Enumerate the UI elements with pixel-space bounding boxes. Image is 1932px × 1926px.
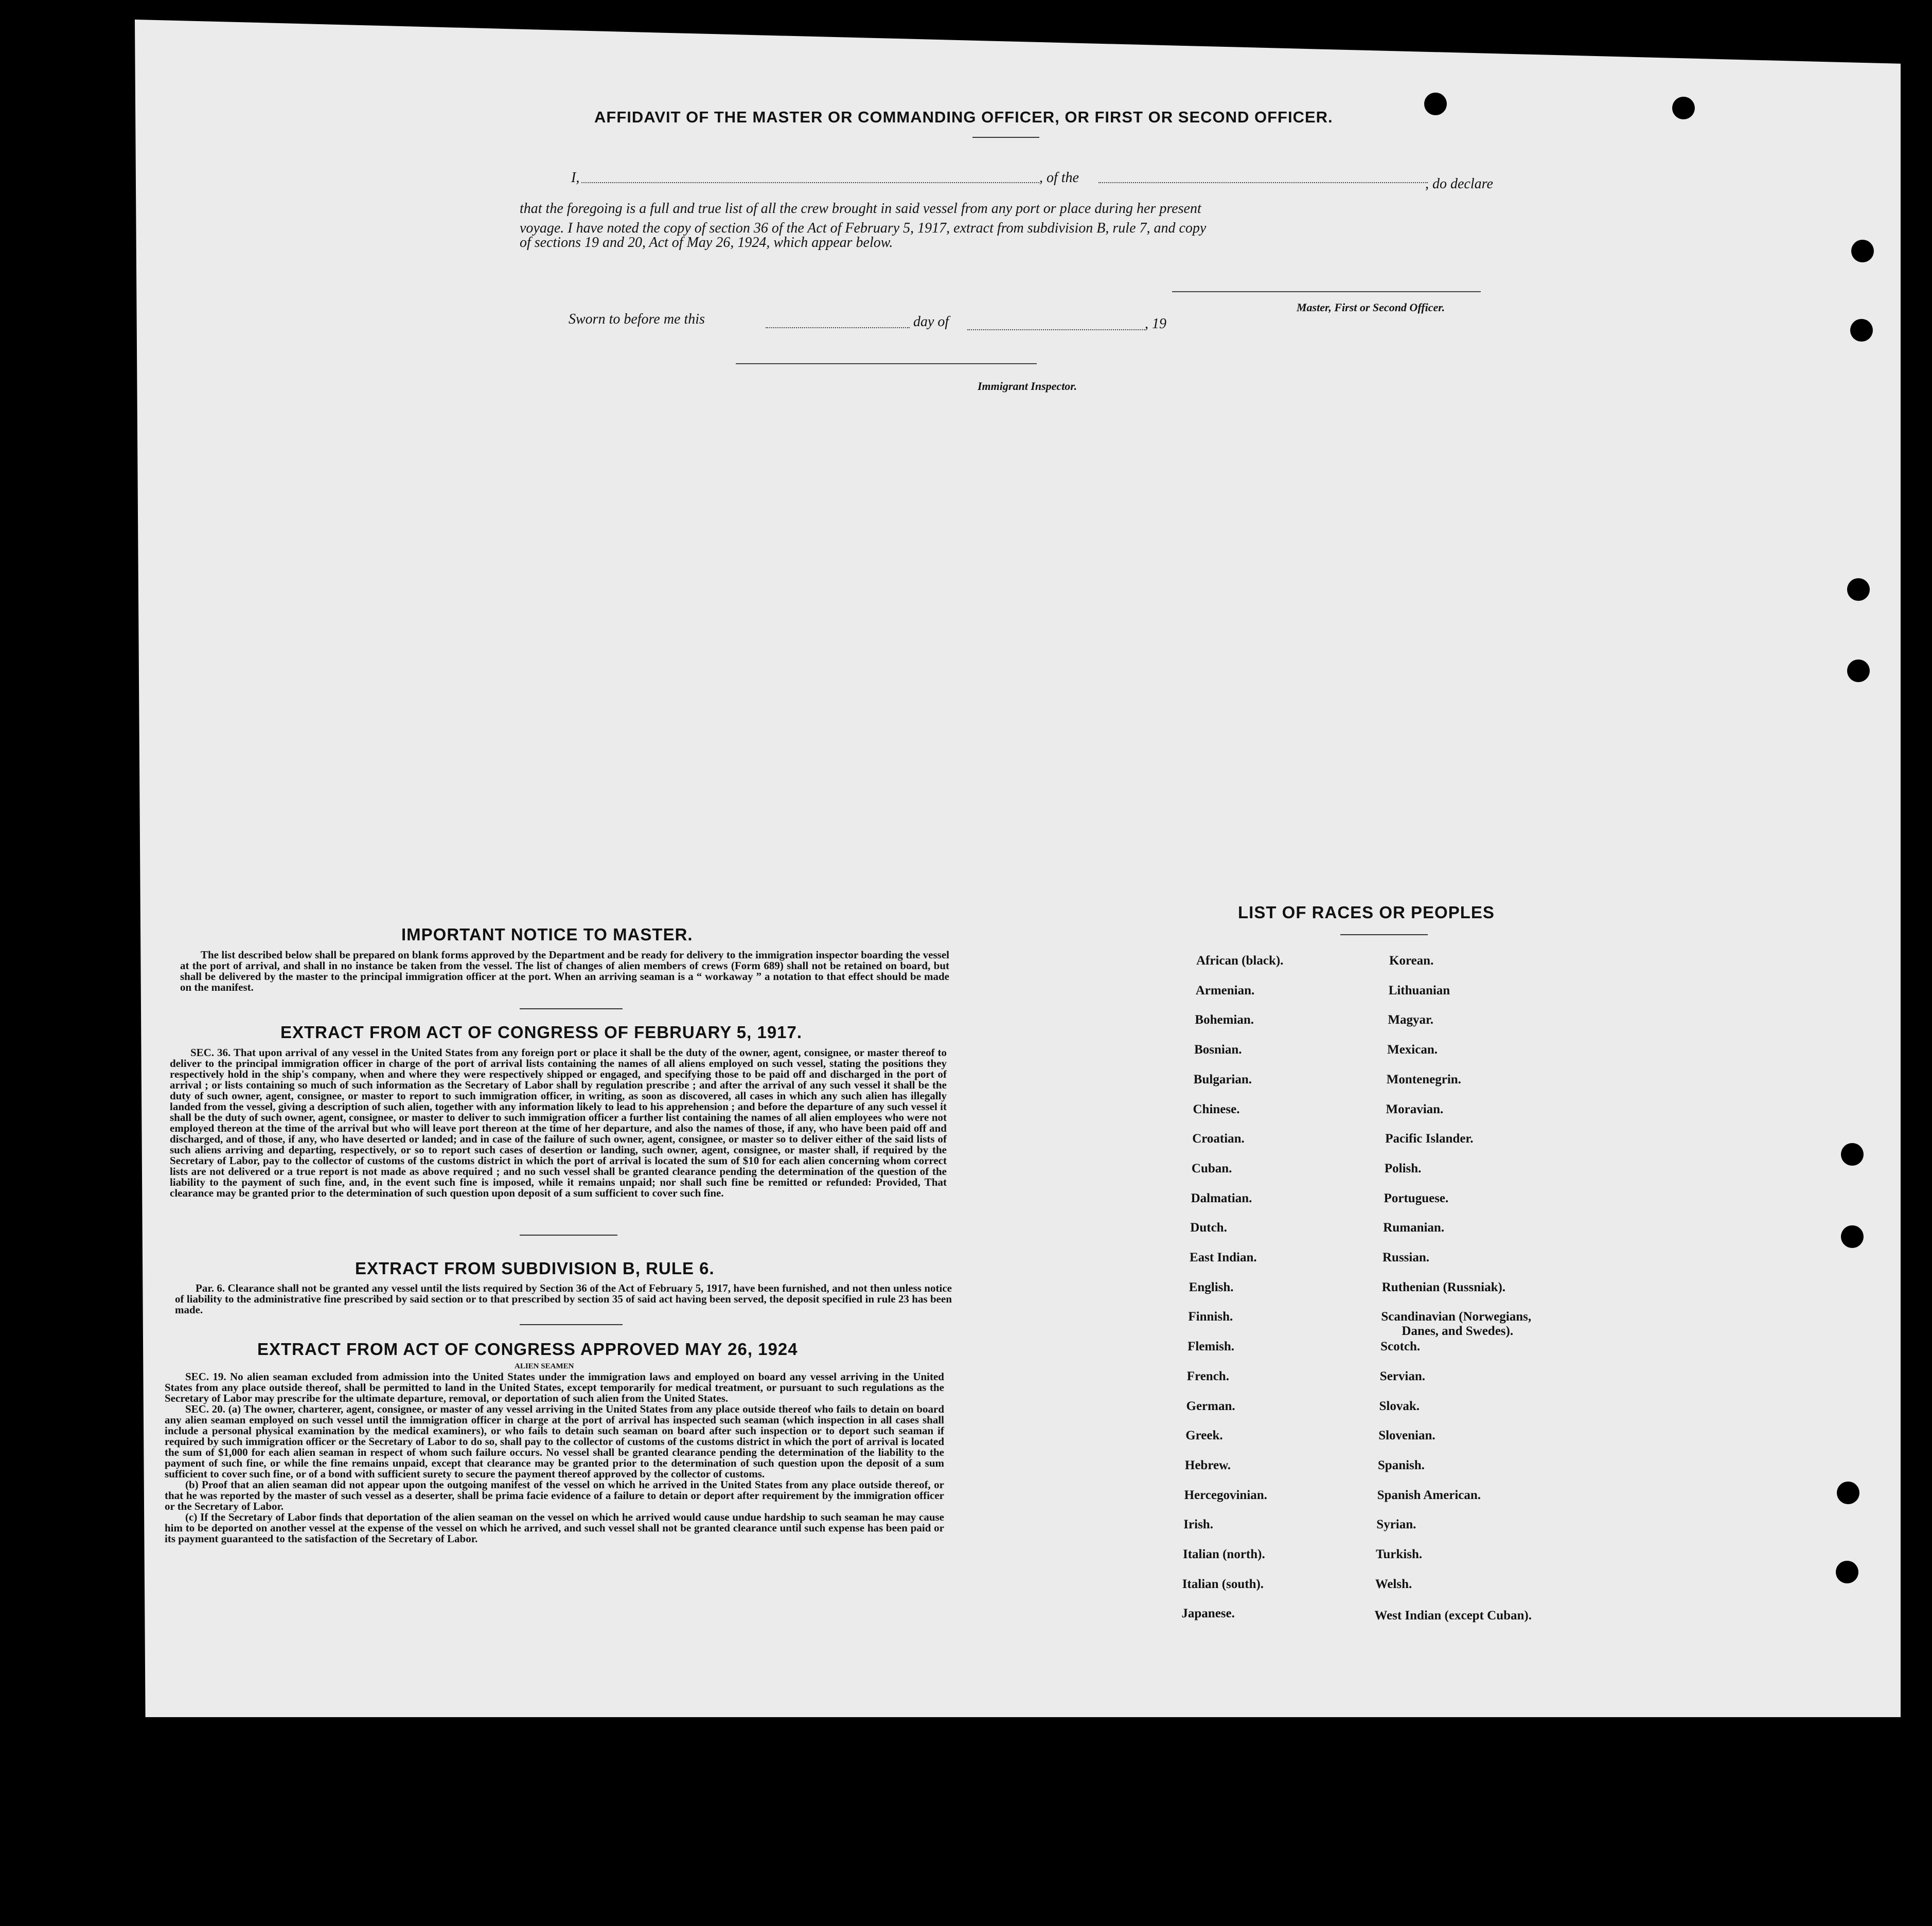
- extract-1917-title: EXTRACT FROM ACT OF CONGRESS OF FEBRUARY 5, 1917.: [280, 1023, 803, 1042]
- race-item: West Indian (except Cuban).: [1374, 1609, 1532, 1623]
- race-item: East Indian.: [1190, 1251, 1257, 1264]
- inspector-signature-line: [736, 363, 1037, 364]
- punch-hole: [1850, 319, 1873, 342]
- rule-6-paragraph: Par. 6. Clearance shall not be granted any vessel until the lists required by Section 36 of the Act of February 5, 1917, have been furnished, and not then unless notice of liability to the administrative fine prescribed by said section or to that prescribed by section 35 of said act having been served, the deposit specified in rule 23 has been made.: [175, 1282, 952, 1316]
- race-item: Scandinavian (Norwegians,: [1381, 1310, 1532, 1324]
- race-item: Bosnian.: [1194, 1043, 1242, 1057]
- race-item: Dutch.: [1190, 1221, 1227, 1235]
- race-item: Japanese.: [1181, 1607, 1235, 1621]
- punch-hole: [1837, 1482, 1859, 1504]
- officer-caption: Master, First or Second Officer.: [1297, 301, 1445, 314]
- race-item: Danes, and Swedes).: [1402, 1324, 1514, 1339]
- alien-seamen-subtitle: ALIEN SEAMEN: [515, 1362, 574, 1370]
- rule-6-title: EXTRACT FROM SUBDIVISION B, RULE 6.: [355, 1259, 715, 1278]
- race-item: Dalmatian.: [1191, 1191, 1252, 1205]
- race-item: Cuban.: [1191, 1161, 1232, 1175]
- extract-1924-text: [165, 1371, 944, 1544]
- day-of-label: day of: [913, 314, 949, 330]
- race-item: Irish.: [1183, 1518, 1213, 1532]
- race-item: Syrian.: [1376, 1518, 1416, 1532]
- vessel-blank-line: [1098, 182, 1428, 183]
- race-item: Hebrew.: [1184, 1458, 1231, 1472]
- race-item: Bohemian.: [1195, 1013, 1254, 1027]
- race-item: German.: [1186, 1399, 1235, 1413]
- title-rule: [972, 137, 1039, 138]
- sworn-month-line: [967, 329, 1145, 330]
- declaration-line-1: that the foregoing is a full and true list of all the crew brought in said vessel from any port or place during her present: [520, 201, 1201, 217]
- notice-paragraph: The list described below shall be prepared on blank forms approved by the Department and be ready for delivery to the immigration inspector boarding the vessel at the port of arrival, and shall in no instance be taken from the vessel. The list of changes of alien members of crews (Form 689) shall not be retained on board, but shall be delivered by the master to the principal immigration officer at the port. When an arriving seaman is a “ workaway ” a notation to that effect should be made on the manifest.: [180, 949, 949, 993]
- races-title: LIST OF RACES OR PEOPLES: [1238, 903, 1495, 922]
- race-item: Turkish.: [1376, 1547, 1423, 1561]
- sec-20a-paragraph: SEC. 20. (a) The owner, charterer, agent, consignee, or master of any vessel arriving in the United States from any place outside thereof who fails to detain on board any alien seaman employed on such vessel until the immigration officer in charge at the port of arrival has inspected such seaman (which inspection in all cases shall include a personal physical examination by the medical examiners), or who fails to detain such seaman on board after such inspection or to deport such seaman if required by such immigration officer or the Secretary of Labor to do so, shall pay to the collector of customs of the customs district in which the port of arrival is located the sum of $1,000 for each alien seaman in respect of whom such failure occurs. No vessel shall be granted clearance pending the determination of the liability to the payment of such fine, or while the fine remains unpaid, except that clearance may be granted prior to the determination of such question upon the deposit of a sum sufficient to cover such fine, or of a bond with sufficient surety to secure the payment thereof approved by the collector of customs.: [165, 1403, 944, 1480]
- punch-hole: [1836, 1561, 1858, 1583]
- punch-hole: [1841, 1143, 1864, 1166]
- extract-1924-title: EXTRACT FROM ACT OF CONGRESS APPROVED MAY 26, 1924: [257, 1340, 798, 1359]
- punch-hole: [1424, 93, 1447, 115]
- extract-1917-text: [170, 1047, 947, 1199]
- race-item: Lithuanian: [1388, 983, 1450, 997]
- notice-text: [180, 950, 949, 993]
- race-item: Italian (south).: [1182, 1577, 1264, 1591]
- sec-20c-paragraph: (c) If the Secretary of Labor finds that deportation of the alien seaman on the vessel on which he arrived would cause undue hardship to such seaman he may cause him to be deported on another vessel at the expense of the vessel on which he arrived, and such vessel shall not be granted clearance until such expense has been paid or its payment guaranteed to the satisfaction of the Secretary of Labor.: [165, 1511, 944, 1545]
- declaration-line-2: voyage. I have noted the copy of section 36 of the Act of February 5, 1917, extract from subdivision B, rule 7, and copy: [520, 220, 1207, 236]
- punch-hole: [1672, 97, 1695, 119]
- race-item: Spanish American.: [1377, 1488, 1481, 1502]
- race-item: Hercegovinian.: [1184, 1488, 1267, 1502]
- of-the-label: , of the: [1039, 170, 1079, 186]
- race-item: Armenian.: [1195, 983, 1255, 997]
- sworn-day-line: [766, 327, 910, 328]
- race-item: Bulgarian.: [1193, 1072, 1252, 1086]
- sec-19-paragraph: SEC. 19. No alien seaman excluded from admission into the United States under the immigration laws and employed on board any vessel arriving in the United States from any place outside thereof, shall be permitted to land in the United States, except temporarily for medical treatment, or pursuant to such regulations as the Secretary of Labor may prescribe for the ultimate departure, removal, or deportation of such alien from the United States.: [165, 1370, 944, 1404]
- race-item: Spanish.: [1377, 1458, 1425, 1472]
- notice-title: IMPORTANT NOTICE TO MASTER.: [401, 925, 693, 944]
- race-item: Magyar.: [1388, 1013, 1434, 1027]
- race-item: Moravian.: [1386, 1102, 1444, 1116]
- punch-hole: [1851, 240, 1874, 262]
- race-item: English.: [1189, 1280, 1234, 1294]
- year-label: , 19: [1145, 316, 1166, 332]
- race-item: Portuguese.: [1384, 1191, 1449, 1205]
- race-item: Croatian.: [1192, 1132, 1245, 1146]
- punch-hole: [1841, 1225, 1864, 1248]
- inspector-caption: Immigrant Inspector.: [978, 380, 1077, 393]
- race-item: Korean.: [1389, 954, 1434, 968]
- race-item: Pacific Islander.: [1385, 1132, 1474, 1146]
- declaration-line-3: of sections 19 and 20, Act of May 26, 1924, which appear below.: [520, 235, 893, 251]
- sworn-label: Sworn to before me this: [569, 311, 705, 327]
- do-declare-label: , do declare: [1425, 176, 1493, 192]
- race-item: Welsh.: [1375, 1577, 1412, 1591]
- extract-1917-rule: [520, 1235, 617, 1236]
- race-item: Rumanian.: [1383, 1221, 1445, 1235]
- race-item: Montenegrin.: [1386, 1072, 1461, 1086]
- race-item: African (black).: [1196, 954, 1284, 968]
- race-item: Finnish.: [1188, 1310, 1233, 1324]
- race-item: Russian.: [1382, 1251, 1430, 1264]
- affidavit-title: AFFIDAVIT OF THE MASTER OR COMMANDING OFFICER, OR FIRST OR SECOND OFFICER.: [594, 108, 1333, 126]
- race-item: Italian (north).: [1183, 1547, 1265, 1561]
- punch-hole: [1847, 659, 1870, 682]
- rule-6-rule: [520, 1324, 623, 1325]
- race-item: Slovak.: [1379, 1399, 1420, 1413]
- sec-20b-paragraph: (b) Proof that an alien seaman did not appear upon the outgoing manifest of the vessel on which he arrived in the United States from any place outside thereof, or that he was reported by the master of such vessel as a deserter, shall be prima facie evidence of a failure to detain or deport after requirement by the immigration officer or the Secretary of Labor.: [165, 1478, 944, 1512]
- race-item: French.: [1186, 1369, 1229, 1383]
- name-blank-line: [581, 182, 1039, 183]
- race-item: Ruthenian (Russniak).: [1381, 1280, 1506, 1294]
- notice-rule: [520, 1008, 623, 1009]
- officer-signature-line: [1172, 291, 1481, 292]
- rule-6-text: [175, 1283, 952, 1315]
- punch-hole: [1847, 578, 1870, 601]
- race-item: Greek.: [1185, 1429, 1223, 1443]
- races-rule: [1340, 934, 1428, 935]
- race-item: Scotch.: [1380, 1340, 1421, 1354]
- race-item: Polish.: [1384, 1161, 1422, 1175]
- race-item: Chinese.: [1193, 1102, 1240, 1116]
- extract-1917-paragraph: SEC. 36. That upon arrival of any vessel in the United States from any foreign port or place it shall be the duty of the owner, agent, consignee, or master thereof to deliver to the principal immigration officer in charge of the port of arrival lists containing the names of all aliens employed on such vessel, stating the positions they respectively hold in the ship's company, when and where they were respectively shipped or engaged, and specifying those to be paid off and discharged in the port of arrival ; or lists containing so much of such information as the Secretary of Labor shall by regulation prescribe ; and after the arrival of any such vessel it shall be the duty of such owner, agent, consignee, or master to report to such immigration officer, in writing, as soon as discovered, all cases in which any such alien has illegally landed from the vessel, giving a description of such alien, together with any information likely to lead to his apprehension ; and before the departure of any such vessel it shall be the duty of such owner, agent, consignee, or master to deliver to such immigration officer a further list containing the names of all alien employees who were not employed thereon at the time of the arrival but who will leave port thereon at the time of her departure, and also the names of those, if any, who have been paid off and discharged, and of those, if any, who have deserted or landed; and in case of the failure of such owner, agent, consignee, or master so to deliver either of the said lists of such aliens arriving and departing, respectively, or so to report such cases of desertion or landing, such owner, agent, consignee, or master shall, if required by the Secretary of Labor, pay to the collector of customs of the customs district in which the port of arrival is located the sum of $10 for each alien concerning whom correct lists are not delivered or a true report is not made as above required ; and no such vessel shall be granted clearance pending the determination of the question of the liability to the payment of such fine, and, in the event such fine is imposed, while it remains unpaid; nor shall such fine be remitted or refunded: Provided, That clearance may be granted prior to the determination of such question upon deposit of a sum sufficient to cover such fine.: [170, 1046, 947, 1199]
- i-label: I,: [571, 170, 580, 186]
- race-item: Slovenian.: [1378, 1429, 1435, 1443]
- race-item: Flemish.: [1187, 1340, 1235, 1354]
- race-item: Servian.: [1379, 1369, 1425, 1383]
- race-item: Mexican.: [1387, 1043, 1438, 1057]
